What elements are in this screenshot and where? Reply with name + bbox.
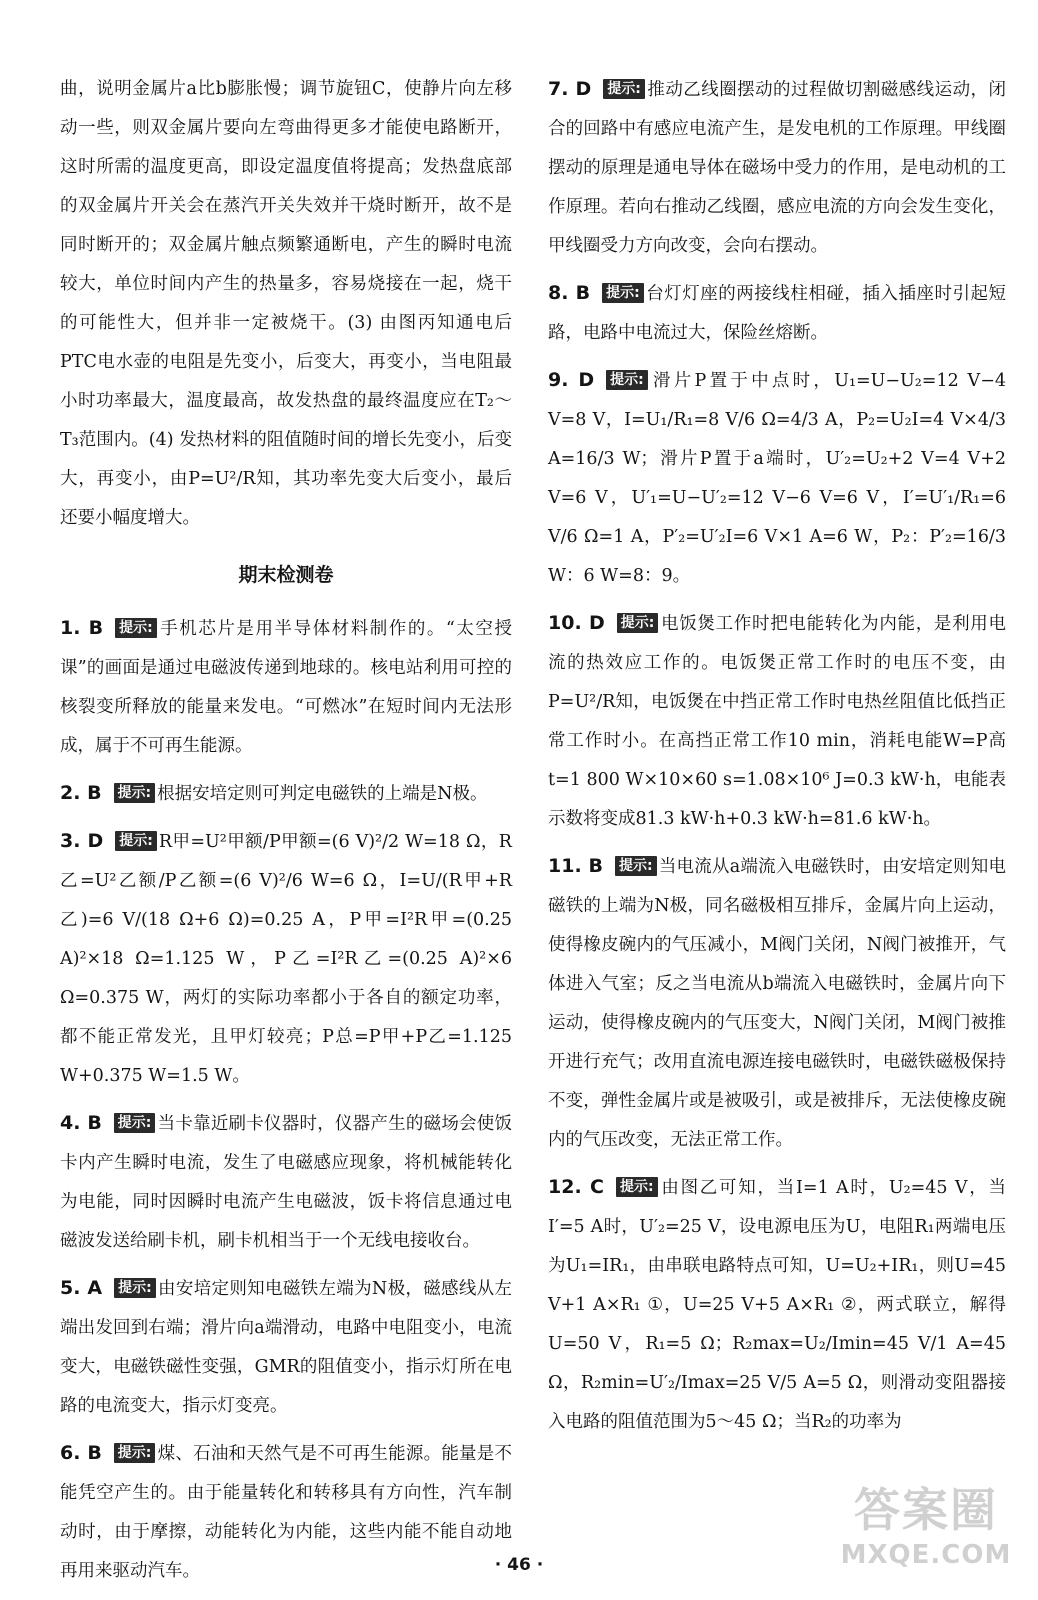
item-number: 7. D (548, 78, 592, 100)
hint-badge: 提示: (114, 1113, 156, 1133)
hint-badge: 提示: (114, 1443, 156, 1463)
item-number: 9. D (548, 369, 595, 391)
item-number: 4. B (60, 1112, 102, 1134)
item-explanation: 手机芯片是用半导体材料制作的。“太空授课”的画面是通过电磁波传递到地球的。核电站利用可控的核裂变所释放的能量来发电。“可燃冰”在短时间内无法形成，属于不可再生能源。 (60, 619, 512, 756)
watermark-logo: 答案圈 (854, 1483, 998, 1537)
continuation-paragraph: 曲，说明金属片a比b膨胀慢；调节旋钮C，使静片向左移动一些，则双金属片要向左弯曲得更多才能使电路断开，这时所需的温度更高，即设定温度值将提高；发热盘底部的双金属片开关会在蒸汽开关失效并干烧时断开，故不是同时断开的；双金属片触点频繁通断电，产生的瞬时电流较大，单位时间内产生的热量多，容易烧接在一起，烧干的可能性大，但并非一定被烧干。(3) 由图丙知通电后PTC电水壶的电阻是先变小，后变大，再变小，当电阻最小时功率最大，温度最高，故发热盘的最终温度应在T₂～T₃范围内。(4) 发热材料的阻值随时间的增长先变小，后变大，再变小，由P=U²/R知，其功率先变大后变小，最后还要小幅度增大。 (60, 79, 512, 528)
hint-badge: 提示: (115, 831, 157, 851)
item-explanation: 台灯灯座的两接线柱相碰，插入插座时引起短路，电路中电流过大，保险丝熔断。 (548, 284, 1006, 343)
item-explanation: 煤、石油和天然气是不可再生能源。能量是不能凭空产生的。由于能量转化和转移具有方向性，汽车制动时，由于摩擦，动能转化为内能，这些内能不能自动地再用来驱动汽车。 (60, 1444, 513, 1581)
item-explanation: 推动乙线圈摆动的过程做切割磁感线运动，闭合的回路中有感应电流产生，是发电机的工作原理。甲线圈摆动的原理是通电导体在磁场中受力的作用，是电动机的工作原理。若向右推动乙线圈，感应电流的方向会发生变化，甲线圈受力方向改变，会向右摆动。 (548, 80, 1006, 256)
item-number: 10. D (548, 612, 605, 634)
answer-item-8 (548, 274, 1006, 353)
hint-badge: 提示: (114, 1278, 156, 1298)
page-number: · 46 · (494, 1555, 544, 1575)
item-explanation: 电饭煲工作时把电能转化为内能，是利用电流的热效应工作的。电饭煲正常工作时的电压不变，由P=U²/R知，电饭煲在中挡正常工作时电热丝阻值比低挡正常工作时小。在高挡正常工作10 min，消耗电能W=P高t=1 800 W×10×60 s=1.08×10⁶ J=0.3 kW·h，电能表示数将变成81.3 kW·h+0.3 kW·h=81.6 kW·h。 (548, 614, 1006, 829)
item-explanation: 当电流从a端流入电磁铁时，由安培定则知电磁铁的上端为N极，同名磁极相互排斥，金属片向上运动，使得橡皮碗内的气压减小，M阀门关闭，N阀门被推开，气体进入气室；反之当电流从b端流入电磁铁时，金属片向下运动，使得橡皮碗内的气压变大，N阀门关闭，M阀门被推开进行充气；改用直流电源连接电磁铁时，电磁铁磁极保持不变，弹性金属片或是被吸引，或是被排斥，无法使橡皮碗内的气压改变，无法正常工作。 (548, 857, 1006, 1150)
item-number: 6. B (60, 1442, 102, 1464)
answer-item-3 (60, 822, 512, 1096)
item-number: 11. B (548, 855, 603, 877)
item-explanation: 当卡靠近刷卡仪器时，仪器产生的磁场会使饭卡内产生瞬时电流，发生了电磁感应现象，将机械能转化为电能，同时因瞬时电流产生电磁波，饭卡将信息通过电磁波发送给刷卡机，刷卡机相当于一个无线电接收台。 (60, 1114, 513, 1251)
answer-item-12 (548, 1168, 1006, 1442)
section-heading: 期末检测卷 (238, 564, 334, 586)
hint-badge: 提示: (114, 783, 156, 803)
watermark (836, 1480, 1016, 1590)
item-number: 5. A (60, 1277, 103, 1299)
item-explanation: 由安培定则知电磁铁左端为N极，磁感线从左端出发回到右端；滑片向a端滑动，电路中电阻变小，电流变大，电磁铁磁性变强，GMR的阻值变小，指示灯所在电路的电流变大，指示灯变亮。 (60, 1279, 513, 1416)
answer-item-11 (548, 847, 1006, 1160)
right-column (548, 70, 1006, 1450)
item-number: 2. B (60, 782, 102, 804)
item-number: 12. C (548, 1176, 604, 1198)
answer-item-2 (60, 774, 512, 814)
item-explanation: 滑片P置于中点时，U₁=U−U₂=12 V−4 V=8 V，I=U₁/R₁=8 V/6 Ω=4/3 A，P₂=U₂I=4 V×4/3 A=16/3 W；滑片P置于a端时，U′₂=U₂+2 V=4 V+2 V=6 V，U′₁=U−U′₂=12 V−6 V=6 V，I′=U′₁/R₁=6 V/6 Ω=1 A，P′₂=U′₂I=6 V×1 A=6 W，P₂：P′₂=16/3 W：6 W=8：9。 (548, 371, 1006, 586)
item-explanation: 由图乙可知，当I=1 A时，U₂=45 V，当I′=5 A时，U′₂=25 V，设电源电压为U，电阻R₁两端电压为U₁=IR₁，由串联电路特点可知，U=U₂+IR₁，则U=45 V+1 A×R₁ ①，U=25 V+5 A×R₁ ②，两式联立，解得U=50 V，R₁=5 Ω；R₂max=U₂/Imin=45 V/1 A=45 Ω，R₂min=U′₂/Imax=25 V/5 A=5 Ω，则滑动变阻器接入电路的阻值范围为5～45 Ω；当R₂的功率为 (548, 1178, 1006, 1432)
hint-badge: 提示: (606, 370, 648, 390)
item-number: 3. D (60, 830, 104, 852)
answer-item-5 (60, 1269, 512, 1426)
hint-badge: 提示: (603, 79, 645, 99)
hint-badge: 提示: (615, 856, 657, 876)
hint-badge: 提示: (115, 618, 157, 638)
hint-badge: 提示: (616, 1177, 658, 1197)
answer-item-4 (60, 1104, 512, 1261)
answer-item-7 (548, 70, 1006, 266)
left-column (60, 70, 512, 1599)
item-number: 1. B (60, 617, 104, 639)
hint-badge: 提示: (617, 613, 659, 633)
answer-item-10 (548, 604, 1006, 839)
watermark-url: MXQE.COM (840, 1540, 1012, 1570)
item-explanation: 根据安培定则可判定电磁铁的上端是N极。 (157, 784, 488, 804)
answer-item-9 (548, 361, 1006, 596)
answer-item-1 (60, 609, 512, 766)
item-explanation: R甲=U²甲额/P甲额=(6 V)²/2 W=18 Ω，R乙=U²乙额/P乙额=(6 V)²/6 W=6 Ω，I=U/(R甲+R乙)=6 V/(18 Ω+6 Ω)=0.25 A，P甲=I²R甲=(0.25 A)²×18 Ω=1.125 W，P乙=I²R乙=(0.25 A)²×6 Ω=0.375 W，两灯的实际功率都小于各自的额定功率，都不能正常发光，且甲灯较亮；P总=P甲+P乙=1.125 W+0.375 W=1.5 W。 (60, 832, 512, 1086)
hint-badge: 提示: (602, 283, 644, 303)
item-number: 8. B (548, 282, 591, 304)
